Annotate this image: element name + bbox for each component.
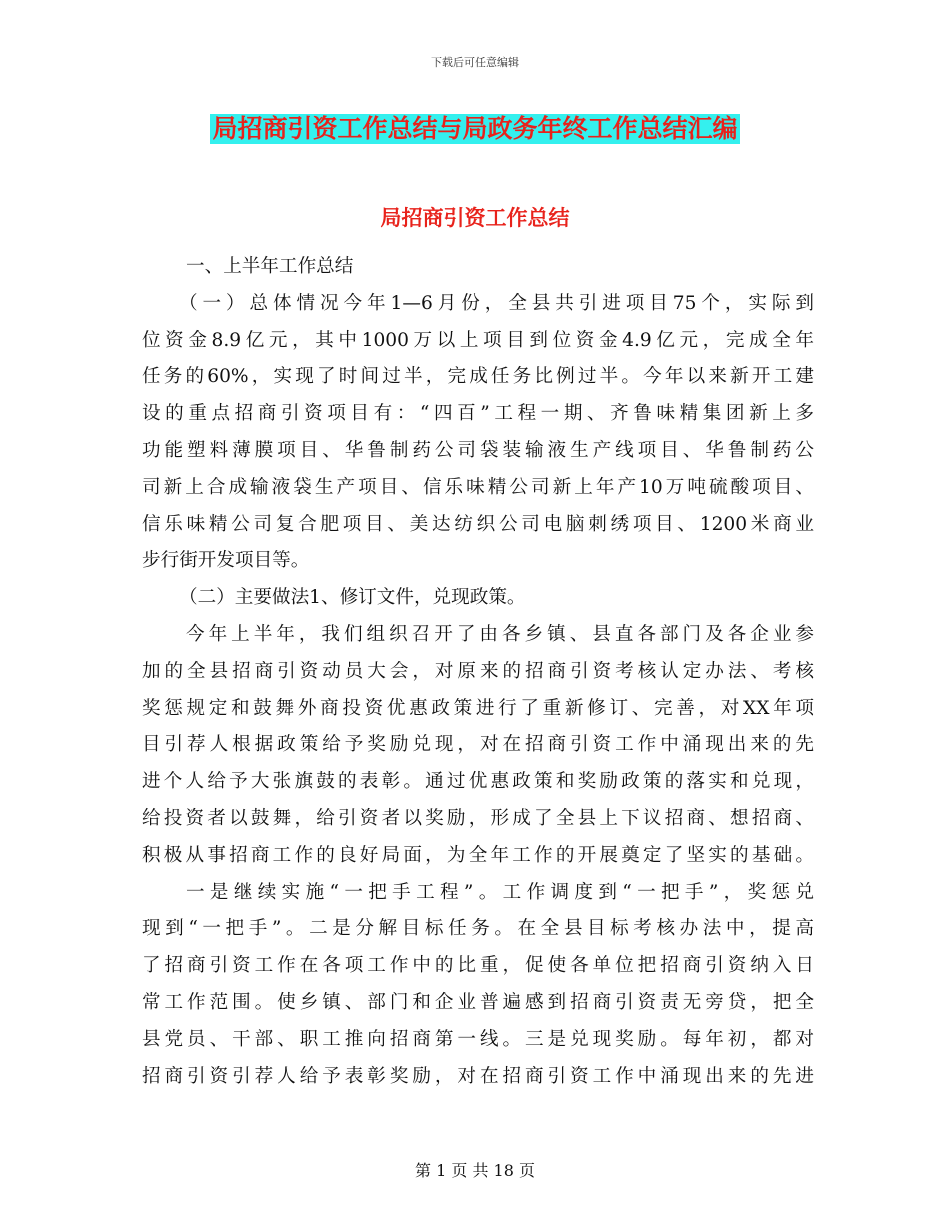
paragraph-line: 给投资者以鼓舞，给引资者以奖励，形成了全县上下议招商、想招商、 bbox=[142, 807, 814, 829]
subheading-line: （二）主要做法1、修订文件，兑现政策。 bbox=[179, 587, 526, 609]
paragraph-line: 积极从事招商工作的良好局面，为全年工作的开展奠定了坚实的基础。 bbox=[142, 844, 814, 866]
page-footer: 第 1 页 共 18 页 bbox=[415, 1161, 535, 1180]
paragraph-line: 加的全县招商引资动员大会，对原来的招商引资考核认定办法、考核 bbox=[142, 660, 814, 682]
paragraph-line: 奖惩规定和鼓舞外商投资优惠政策进行了重新修订、完善，对XX年项 bbox=[142, 697, 814, 719]
paragraph-line: 设的重点招商引资项目有：“四百”工程一期、齐鲁味精集团新上多 bbox=[142, 403, 814, 425]
document-title bbox=[0, 114, 950, 144]
paragraph-line: 县党员、干部、职工推向招商第一线。三是兑现奖励。每年初，都对 bbox=[142, 1028, 814, 1050]
paragraph-line: （一）总体情况今年1—6月份，全县共引进项目75个，实际到 bbox=[179, 292, 814, 314]
paragraph-line: 功能塑料薄膜项目、华鲁制药公司袋装输液生产线项目、华鲁制药公 bbox=[142, 439, 814, 461]
paragraph-line: 一是继续实施“一把手工程”。工作调度到“一把手”，奖惩兑 bbox=[186, 881, 814, 903]
paragraph-line: 信乐味精公司复合肥项目、美达纺织公司电脑刺绣项目、1200米商业 bbox=[142, 513, 814, 535]
paragraph-line: 现到“一把手”。二是分解目标任务。在全县目标考核办法中，提高 bbox=[142, 918, 814, 940]
paragraph-line: 任务的60%，实现了时间过半，完成任务比例过半。今年以来新开工建 bbox=[142, 366, 814, 388]
paragraph-line: 了招商引资工作在各项工作中的比重，促使各单位把招商引资纳入日 bbox=[142, 955, 814, 977]
paragraph-line: 目引荐人根据政策给予奖励兑现，对在招商引资工作中涌现出来的先 bbox=[142, 734, 814, 756]
paragraph-line: 司新上合成输液袋生产项目、信乐味精公司新上年产10万吨硫酸项目、 bbox=[142, 476, 814, 498]
paragraph-line: 招商引资引荐人给予表彰奖励，对在招商引资工作中涌现出来的先进 bbox=[142, 1065, 814, 1087]
section-title: 局招商引资工作总结 bbox=[380, 205, 570, 230]
paragraph-line: 位资金8.9亿元，其中1000万以上项目到位资金4.9亿元，完成全年 bbox=[142, 329, 814, 351]
document-title-text: 局招商引资工作总结与局政务年终工作总结汇编 bbox=[212, 114, 738, 143]
heading-line: 一、上半年工作总结 bbox=[186, 256, 354, 277]
paragraph-line: 进个人给予大张旗鼓的表彰。通过优惠政策和奖励政策的落实和兑现， bbox=[142, 771, 814, 793]
paragraph-line: 步行街开发项目等。 bbox=[142, 550, 310, 572]
page-header-note: 下载后可任意编辑 bbox=[431, 56, 519, 69]
paragraph-line: 今年上半年，我们组织召开了由各乡镇、县直各部门及各企业参 bbox=[186, 623, 814, 645]
body-text bbox=[142, 249, 814, 1095]
paragraph-line: 常工作范围。使乡镇、部门和企业普遍感到招商引资责无旁贷，把全 bbox=[142, 991, 814, 1013]
